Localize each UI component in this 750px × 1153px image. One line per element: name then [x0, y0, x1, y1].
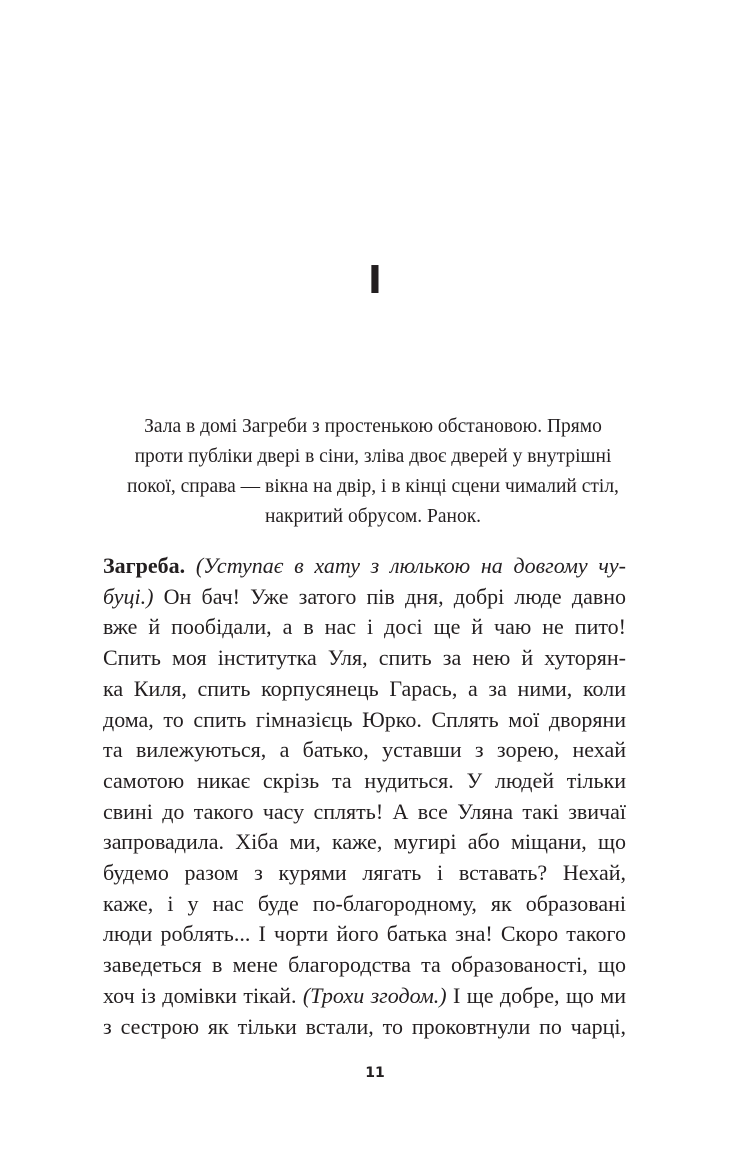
stage-direction-line: проти публіки двері в сіни, зліва двоє дверей у внутрішні: [134, 446, 612, 467]
speech-line: люди роблять... І чорти його батька зна! Скоро такого: [103, 921, 626, 947]
stage-direction-line: Зала в домі Загреби з простенькою обстановою. Прямо: [144, 416, 602, 437]
speech-line: будемо разом з курями лягать і вставать? Нехай,: [103, 860, 626, 886]
speech-line: Спить моя інститутка Уля, спить за нею й хуторян-: [103, 645, 626, 671]
speech-line: [103, 582, 626, 613]
speech-line: дома, то спить гімназієць Юрко. Сплять мої дворяни: [103, 706, 626, 732]
speech-text: Он бач! Уже затого пів дня, добрі люде давно: [153, 583, 626, 609]
chapter-numeral: I: [367, 258, 383, 302]
speech-paragraph: [103, 551, 626, 1042]
speech-line: каже, і у нас буде по-благородному, як образовані: [103, 890, 626, 916]
stage-remark: (Трохи згодом.): [302, 982, 447, 1008]
stage-remark: буці.): [103, 583, 154, 609]
stage-direction: [105, 412, 641, 532]
speech-text: І ще добре, що ми: [446, 982, 626, 1008]
stage-remark: (Уступає в хату з люлькою на довгому чу-: [195, 553, 626, 578]
speech-line: [103, 981, 626, 1012]
stage-direction-line: покої, справа — вікна на двір, і в кінці сцени чималий стіл,: [127, 476, 619, 497]
speech-line: та вилежуються, а батько, уставши з зорею, нехай: [103, 737, 626, 763]
page-number: 11: [365, 1065, 385, 1081]
stage-direction-line: накритий обрусом. Ранок.: [264, 506, 482, 527]
speech-text: хоч із домівки тікай.: [103, 982, 303, 1008]
speech-line: ка Киля, спить корпусянець Гарась, а за ними, коли: [103, 675, 626, 701]
speech-line: [103, 551, 626, 582]
speech-line: з сестрою як тільки встали, то проковтнули по чарці,: [103, 1013, 626, 1039]
speech-line: вже й пообідали, а в нас і досі ще й чаю не пито!: [103, 614, 626, 640]
speaker-name: Загреба.: [103, 553, 186, 578]
speech-line: самотою никає скрізь та нудиться. У людей тільки: [103, 767, 626, 793]
speech-line: запровадила. Хіба ми, каже, мугирі або міщани, що: [103, 829, 626, 855]
speech-line: заведеться в мене благородства та образованості, що: [103, 952, 626, 978]
speech-line: свині до такого часу сплять! А все Уляна такі звичаї: [103, 798, 626, 824]
